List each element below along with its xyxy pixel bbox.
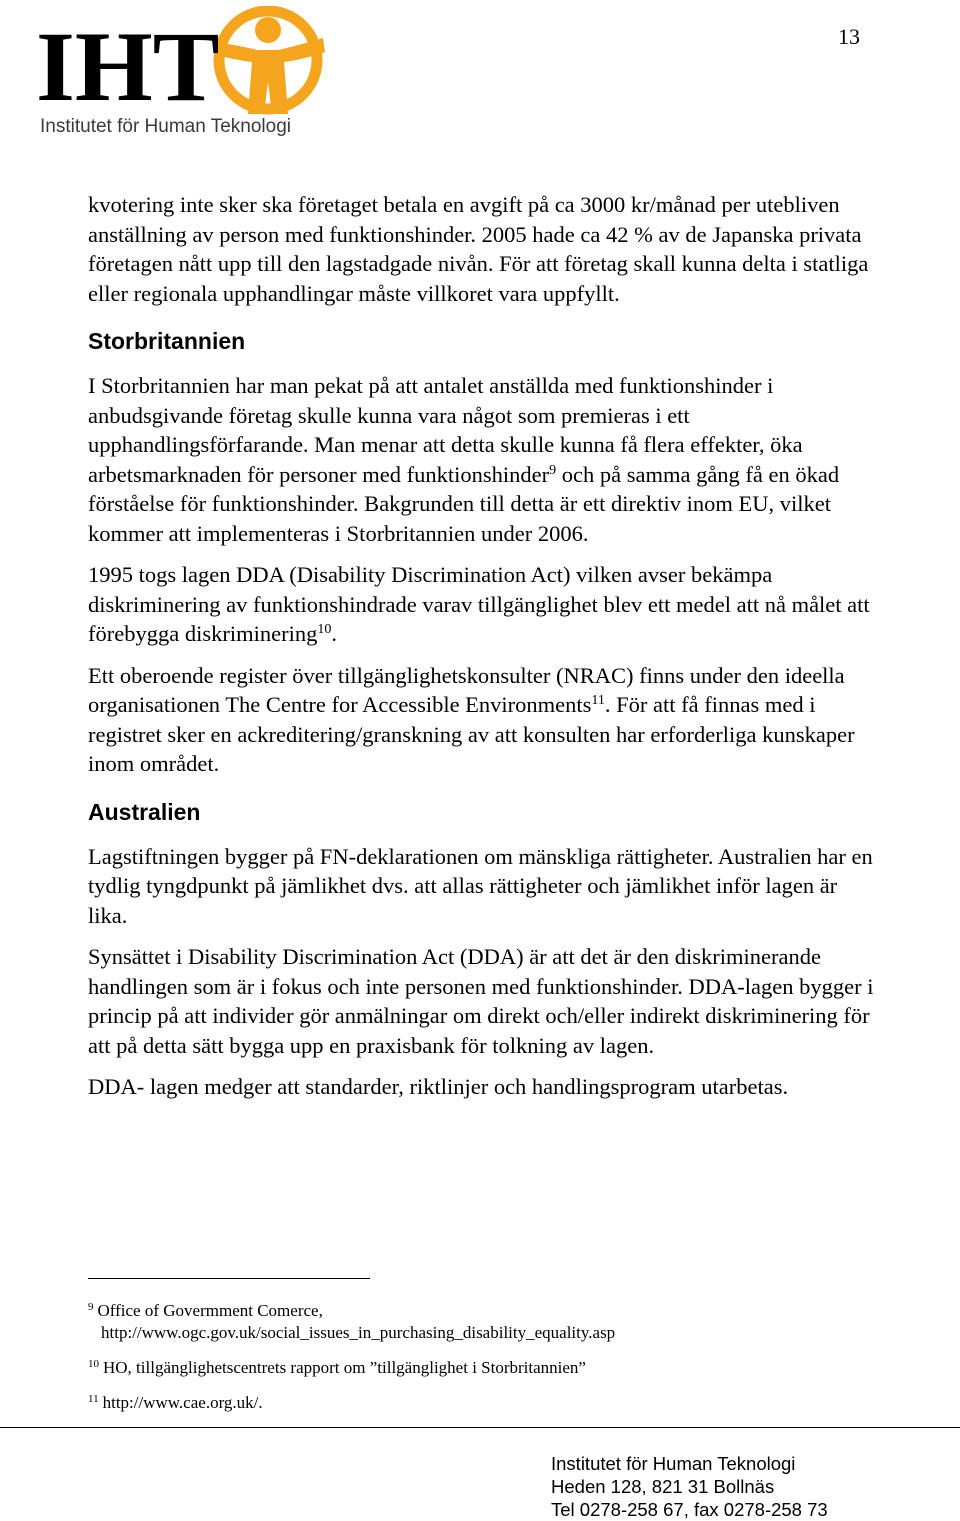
logo-caption: Institutet för Human Teknologi — [40, 116, 292, 137]
paragraph-storbritannien-3 — [88, 661, 878, 779]
footer-divider — [0, 1427, 960, 1428]
footnote-link[interactable]: http://www.ogc.gov.uk/social_issues_in_purchasing_disability_equality.asp — [101, 1323, 616, 1342]
paragraph-australien-3: DDA- lagen medger att standarder, riktlinjer och handlingsprogram utarbetas. — [88, 1074, 789, 1099]
section-heading-australien: Australien — [88, 798, 201, 825]
section-heading-storbritannien: Storbritannien — [88, 328, 246, 354]
footnote-text: Office of Govermment Comerce, — [97, 1301, 323, 1320]
paragraph-text: . För att få finnas med i registret sker en ackreditering/granskning av att konsulten har erforderliga kunskaper inom området. — [88, 692, 855, 776]
paragraph-text: . — [331, 621, 337, 646]
document-body — [88, 190, 878, 1114]
footnote-number: 11 — [88, 1393, 99, 1405]
footer-address: Heden 128, 821 31 Bollnäs — [551, 1476, 775, 1497]
footer-contact: Tel 0278-258 67, fax 0278-258 73 — [551, 1499, 828, 1520]
footnote-10 — [88, 1357, 908, 1379]
footnote-number: 9 — [88, 1301, 94, 1313]
logo-wordmark: IHT — [36, 11, 220, 116]
iht-logo — [36, 6, 336, 148]
paragraph-intro: kvotering inte sker ska företaget betala en avgift på ca 3000 kr/månad per utebliven anställning av person med funktionshinder. 2005 hade ca 42 % av de Japanska privata företagen nått upp till den lagstadgade nivån. För att företag skall kunna delta i statliga eller regionala upphandlingar måste villkoret vara uppfyllt. — [88, 192, 869, 306]
paragraph-text: 1995 togs lagen DDA (Disability Discrimination Act) vilken avser bekämpa diskriminering av funktionshindrade varav tillgänglighet blev ett medel att nå målet att förebygga diskriminering — [88, 562, 870, 646]
paragraph-storbritannien-2 — [88, 560, 878, 649]
footnote-9 — [88, 1300, 908, 1344]
paragraph-text: I Storbritannien har man pekat på att antalet anställda med funktionshinder i anbudsgivande företag skulle kunna vara något som premieras i ett upphandlingsförfarande. Man menar att detta skulle kunna få flera effekter, öka arbetsmarknaden för personer med funktionshinder — [88, 373, 803, 487]
footnote-separator — [88, 1278, 370, 1279]
page-number: 13 — [838, 24, 860, 49]
logo-figure-icon — [214, 11, 325, 114]
footnote-number: 10 — [88, 1358, 99, 1370]
paragraph-storbritannien-1 — [88, 371, 878, 548]
footnote-11 — [88, 1392, 908, 1414]
paragraph-text: Ett oberoende register över tillgänglighetskonsulter (NRAC) finns under den ideella organisationen The Centre for Accessible Environments — [88, 662, 845, 717]
footnote-ref-10: 10 — [317, 622, 332, 637]
footer-organization: Institutet för Human Teknologi — [551, 1453, 796, 1474]
paragraph-australien-1: Lagstiftningen bygger på FN-deklarationen om mänskliga rättigheter. Australien har en tydlig tyngdpunkt på jämlikhet dvs. att allas rättigheter och jämlikhet inför lagen är lika. — [88, 843, 873, 928]
page-footer — [551, 1452, 828, 1521]
footnotes — [88, 1300, 908, 1427]
footnote-link[interactable]: http://www.cae.org.uk/. — [102, 1393, 263, 1412]
paragraph-text: och på samma gång få en ökad förståelse för funktionshinder. Bakgrunden till detta är ett direktiv inom EU, vilket kommer att implementeras i Storbritannien under 2006. — [88, 461, 840, 546]
footnote-ref-9: 9 — [549, 462, 557, 478]
iht-logo-graphic — [36, 6, 336, 116]
footnote-text: HO, tillgänglighetscentrets rapport om ”tillgänglighet i Storbritannien” — [103, 1358, 586, 1377]
paragraph-australien-2: Synsättet i Disability Discrimination Act (DDA) är att det är den diskriminerande handlingen som är i fokus och inte personen med funktionshinder. DDA-lagen bygger i princip på att individer gör anmälningar om direkt och/eller indirekt diskriminering för att på detta sätt bygga upp en praxisbank för tolkning av lagen. — [88, 944, 874, 1058]
footnote-ref-11: 11 — [591, 693, 605, 708]
